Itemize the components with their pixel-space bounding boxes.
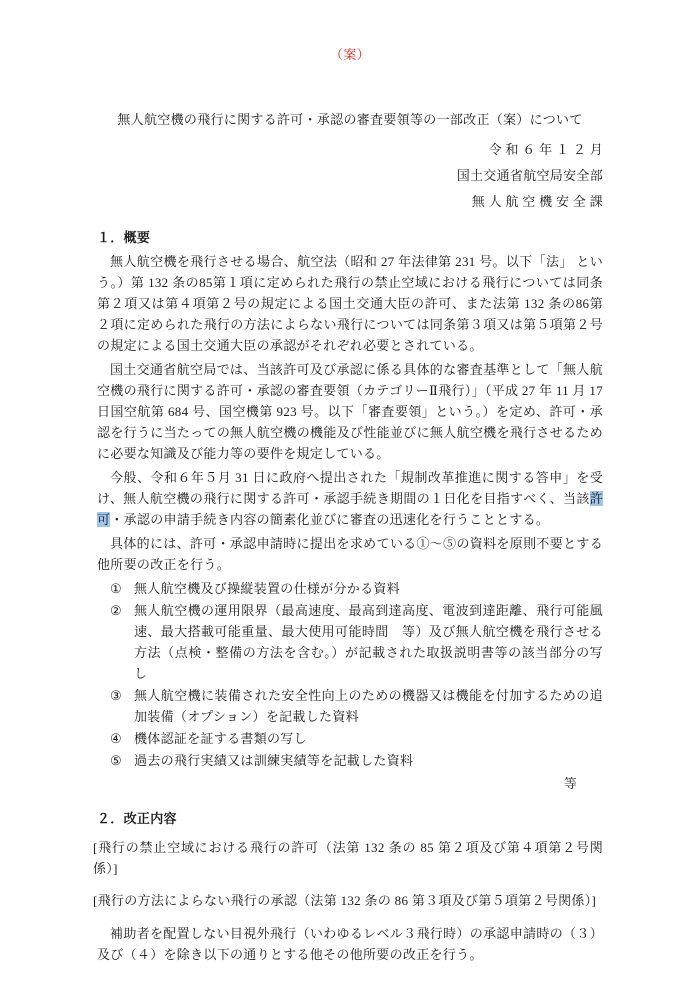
list-item: [110, 750, 603, 771]
document-org-division: 無 人 航 空 機 安 全 課: [471, 194, 603, 209]
list-item-text: 無人航空機に装備された安全性向上のための機器又は機能を付加するための追加装備（オプション）を記載した資料: [134, 688, 603, 724]
list-item: [110, 685, 603, 727]
revision-scope-permission: [飛行の禁止空域における飛行の許可（法第 132 条の 85 第２項及び第４項第２号関係）]: [93, 840, 603, 876]
list-item: [110, 578, 603, 599]
list-item-text: 無人航空機及び操縦装置の仕様が分かる資料: [134, 581, 401, 596]
overview-paragraph-3: [97, 467, 603, 530]
etc-label: 等: [563, 776, 577, 791]
section1-heading: １．概要: [97, 230, 151, 245]
list-item: [110, 600, 603, 684]
revision-paragraph-1: 補助者を配置しない目視外飛行（いわゆるレベル３飛行時）の承認申請時の（３）及び（４）を除き以下の通りとする他その他所要の改正を行う。: [97, 926, 603, 962]
overview-paragraph-4: 具体的には、許可・承認申請時に提出を求めている①～⑤の資料を原則不要とする他所要の改正を行う。: [97, 536, 603, 572]
list-item-marker: ③: [110, 688, 122, 703]
draft-label: （案）: [330, 47, 370, 62]
list-item-text: 過去の飛行実績又は訓練実績等を記載した資料: [134, 753, 414, 768]
document-org-department: 国土交通省航空局安全部: [456, 168, 603, 183]
list-item: [110, 728, 603, 749]
highlighted-text: 許可: [97, 491, 603, 527]
list-item-marker: ④: [110, 731, 122, 746]
required-documents-list: [110, 578, 603, 771]
document-title: 無人航空機の飛行に関する許可・承認の審査要領等の一部改正（案）について: [117, 112, 583, 127]
list-item-marker: ①: [110, 581, 122, 596]
document-meta: [97, 137, 603, 215]
list-item-text: 機体認証を証する書類の写し: [134, 731, 307, 746]
list-item-text: 無人航空機の運用限界（最高速度、最高到達高度、電波到達距離、飛行可能風速、最大搭載可能重量、最大使用可能時間 等）及び無人航空機を飛行させる方法（点検・整備の方法を含む。）が記載された取扱説明書等の該当部分の写し: [134, 603, 603, 681]
overview-paragraph-1: 無人航空機を飛行させる場合、航空法（昭和 27 年法律第 231 号。以下「法」 という。）第 132 条の85第１項に定められた飛行の禁止空域における飛行については同条第２項又は第４項第２号の規定による国土交通大臣の許可、また法第 132 条の86第２項に定められた飛行の方法によらない飛行については同条第３項又は第５項第２号の規定による国土交通大臣の承認がそれぞれ必要とされている。: [97, 254, 603, 353]
document-date: 令 和 ６ 年 １ ２ 月: [488, 142, 603, 157]
list-item-marker: ⑤: [110, 753, 122, 768]
overview-paragraph-2: 国土交通省航空局では、当該許可及び承認に係る具体的な審査基準として「無人航空機の飛行に関する許可・承認の審査要領（カテゴリーⅡ飛行）」（平成 27 年 11 月 17 日国空航第 684 号、国空機第 923 号。以下「審査要領」という。）を定め、許可・承認を行うに当たっての無人航空機の機能及び性能並びに無人航空機を飛行させるために必要な知識及び能力等の要件を規定している。: [97, 362, 603, 461]
overview-paragraph-3-after: ・承認の申請手続き内容の簡素化並びに審査の迅速化を行うこととする。: [110, 512, 550, 527]
revision-scope-approval: [飛行の方法によらない飛行の承認（法第 132 条の 86 第３項及び第５項第２号関係）]: [93, 893, 597, 908]
list-item-marker: ②: [110, 603, 122, 618]
overview-paragraph-3-before: 今般、令和６年５月 31 日に政府へ提出された「規制改革推進に関する答申」を受け、無人航空機の飛行に関する許可・承認手続き期間の１日化を目指すべく、当該: [97, 470, 603, 506]
section2-heading: ２．改正内容: [97, 811, 177, 826]
